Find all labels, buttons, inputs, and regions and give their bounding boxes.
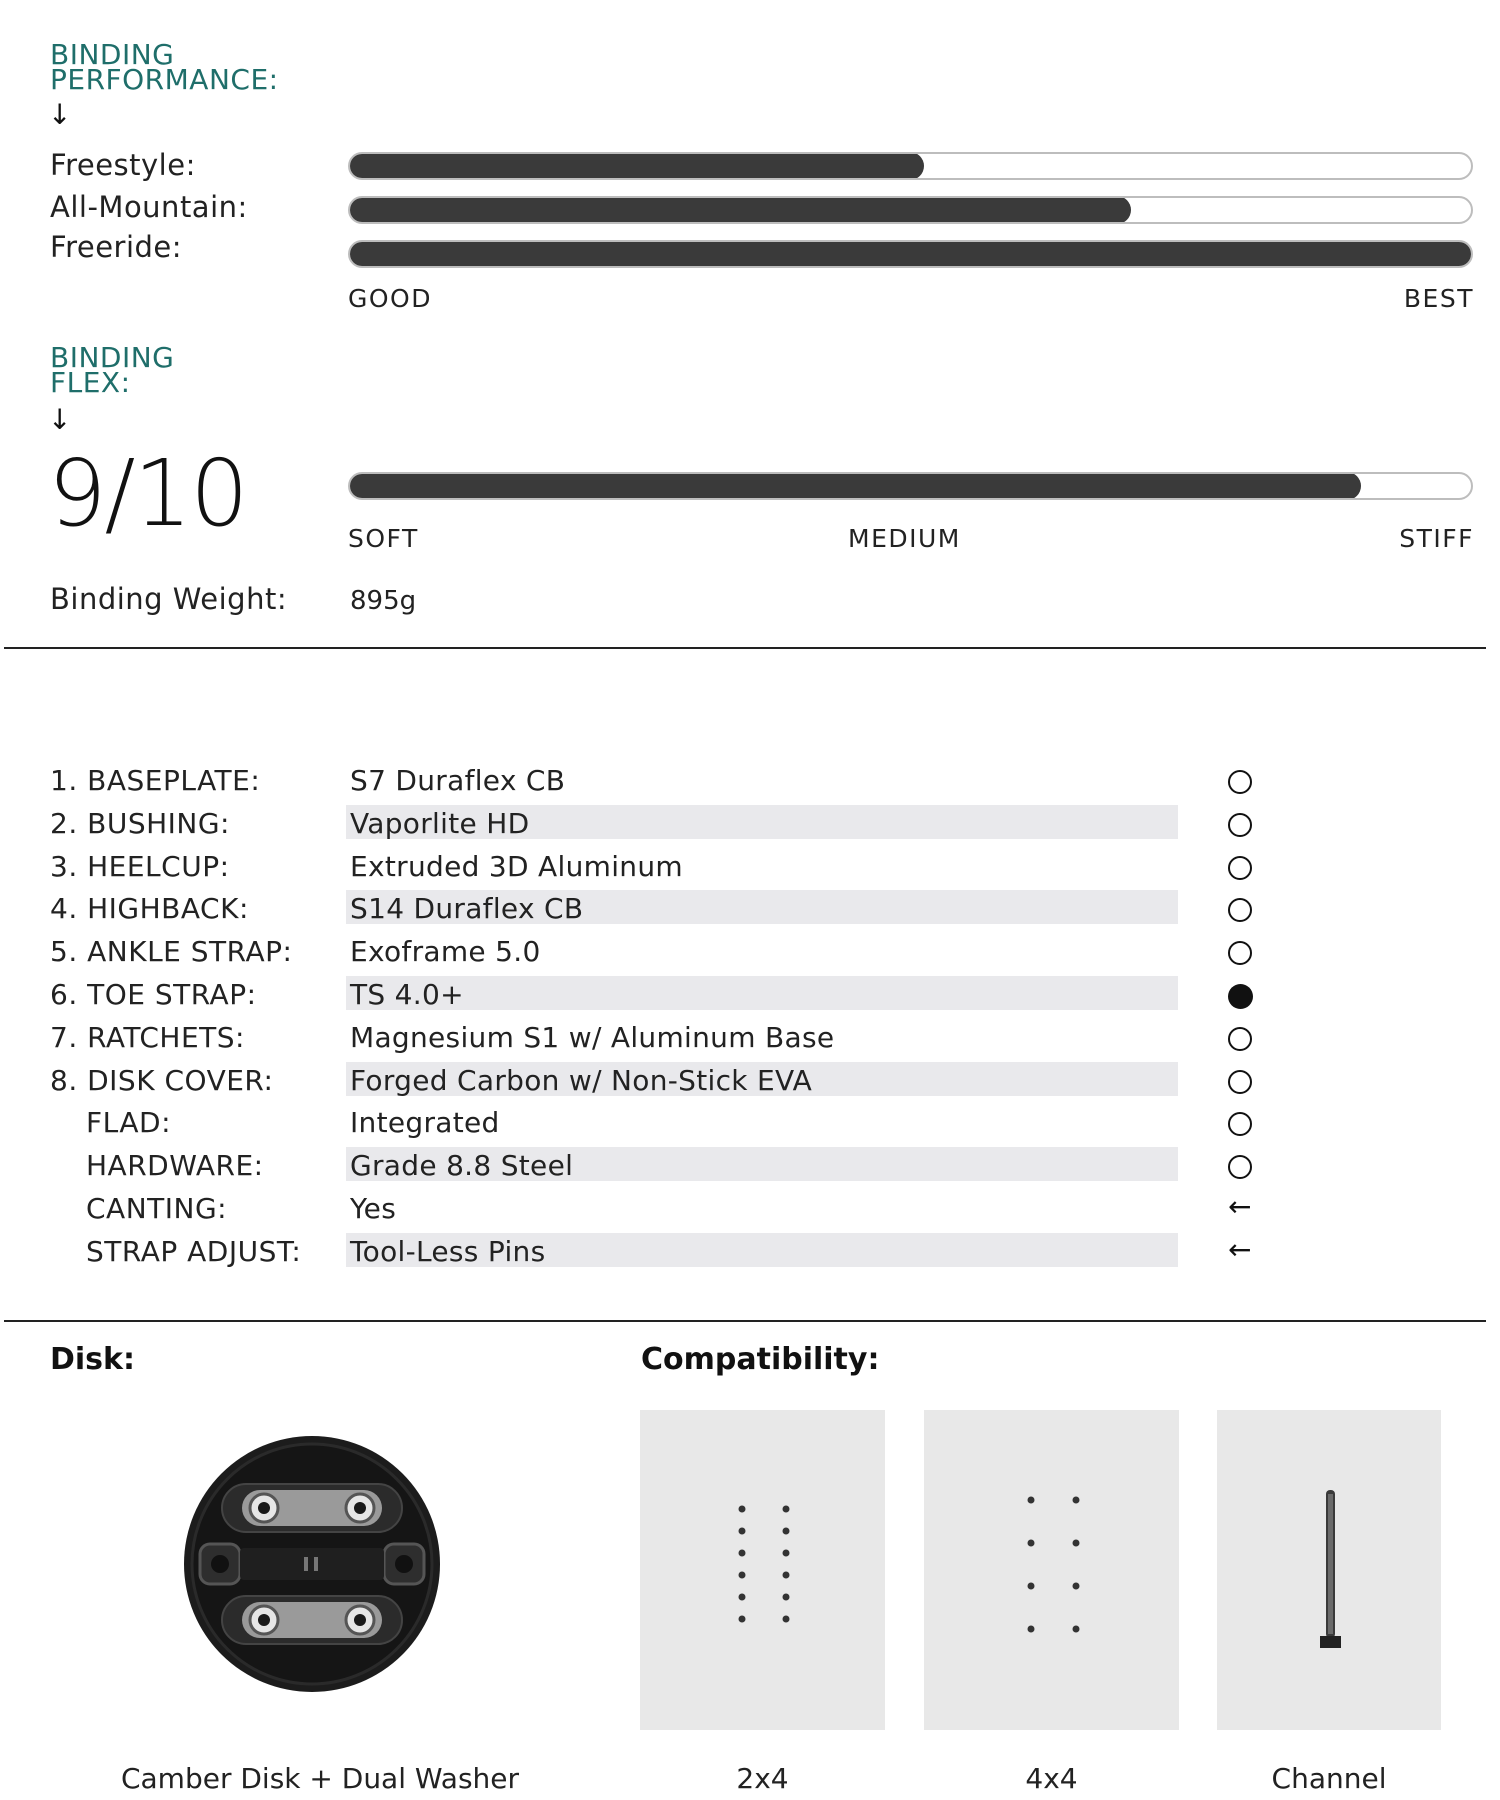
spec-row — [0, 890, 1500, 926]
spec-label: FLAD: — [86, 1106, 171, 1139]
spec-row — [0, 848, 1500, 884]
divider-top — [4, 647, 1486, 649]
disk-heading: Disk: — [50, 1342, 135, 1377]
spec-value: S7 Duraflex CB — [350, 764, 566, 797]
flex-scale-stiff: STIFF — [1399, 524, 1474, 553]
compat-panel-2x4 — [640, 1410, 885, 1730]
compat-caption-channel: Channel — [1271, 1762, 1387, 1795]
spec-label: 2. BUSHING: — [50, 807, 230, 840]
perf-scale-good: GOOD — [348, 284, 432, 313]
camber-disk-icon — [180, 1432, 444, 1696]
open-circle-icon — [1228, 856, 1252, 880]
spec-label: 1. BASEPLATE: — [50, 764, 261, 797]
spec-row — [0, 976, 1500, 1012]
left-arrow-icon: ← — [1228, 1233, 1252, 1266]
spec-value: Exoframe 5.0 — [350, 935, 541, 968]
spec-marker-open — [1228, 898, 1254, 924]
disk-caption: Camber Disk + Dual Washer — [120, 1762, 520, 1795]
perf-bar-fill-all-mountain — [348, 196, 1131, 224]
performance-down-arrow-icon: ↓ — [48, 98, 72, 131]
compatibility-heading: Compatibility: — [641, 1342, 880, 1377]
perf-scale-best: BEST — [1403, 284, 1474, 313]
flex-down-arrow-icon: ↓ — [48, 403, 72, 436]
performance-heading-line2: PERFORMANCE: — [50, 63, 279, 96]
flex-heading-line1: BINDING — [50, 341, 175, 374]
pattern-channel-icon — [1217, 1410, 1441, 1730]
spec-value: Grade 8.8 Steel — [350, 1149, 574, 1182]
perf-bar-freeride — [348, 240, 1473, 268]
spec-value: Yes — [350, 1192, 397, 1225]
perf-bar-fill-freestyle — [348, 152, 924, 180]
spec-row — [0, 1062, 1500, 1098]
compat-caption-2x4: 2x4 — [736, 1762, 789, 1795]
spec-value: Vaporlite HD — [350, 807, 530, 840]
open-circle-icon — [1228, 1112, 1252, 1136]
spec-value: S14 Duraflex CB — [350, 892, 584, 925]
spec-row — [0, 1104, 1500, 1140]
spec-label: 7. RATCHETS: — [50, 1021, 245, 1054]
compat-caption-4x4: 4x4 — [1025, 1762, 1078, 1795]
spec-row — [0, 1019, 1500, 1055]
spec-label: CANTING: — [86, 1192, 228, 1225]
perf-bar-all-mountain — [348, 196, 1473, 224]
spec-row-background — [346, 976, 1178, 1010]
spec-marker-open — [1228, 1112, 1254, 1138]
spec-marker-filled — [1228, 984, 1254, 1010]
filled-circle-icon — [1228, 984, 1253, 1009]
spec-marker-open — [1228, 1155, 1254, 1181]
open-circle-icon — [1228, 1027, 1252, 1051]
spec-value: Forged Carbon w/ Non-Stick EVA — [350, 1064, 813, 1097]
spec-row — [0, 805, 1500, 841]
divider-bottom — [4, 1320, 1486, 1322]
spec-row-background — [346, 1190, 1178, 1224]
spec-marker-open — [1228, 1070, 1254, 1096]
pattern-2x4-icon — [640, 1410, 885, 1730]
spec-value: Integrated — [350, 1106, 500, 1139]
open-circle-icon — [1228, 1070, 1252, 1094]
spec-marker-open — [1228, 770, 1254, 796]
spec-row — [0, 762, 1500, 798]
flex-scale-medium: MEDIUM — [848, 524, 961, 553]
flex-heading-line2: FLEX: — [50, 366, 131, 399]
performance-heading-line1: BINDING — [50, 38, 175, 71]
spec-label: 4. HIGHBACK: — [50, 892, 249, 925]
flex-bar — [348, 472, 1473, 500]
spec-value: Tool-Less Pins — [350, 1235, 546, 1268]
open-circle-icon — [1228, 1155, 1252, 1179]
spec-marker-open — [1228, 813, 1254, 839]
open-circle-icon — [1228, 898, 1252, 922]
spec-label: 8. DISK COVER: — [50, 1064, 274, 1097]
flex-heading — [50, 341, 175, 399]
flex-bar-fill — [348, 472, 1361, 500]
open-circle-icon — [1228, 770, 1252, 794]
spec-marker-open — [1228, 941, 1254, 967]
open-circle-icon — [1228, 941, 1252, 965]
flex-rating: 9/10 — [48, 440, 247, 547]
spec-marker-open — [1228, 856, 1254, 882]
pattern-4x4-icon — [924, 1410, 1179, 1730]
spec-value: Extruded 3D Aluminum — [350, 850, 683, 883]
spec-value: TS 4.0+ — [350, 978, 464, 1011]
spec-row — [0, 1190, 1500, 1226]
spec-label: 5. ANKLE STRAP: — [50, 935, 293, 968]
compat-panel-4x4 — [924, 1410, 1179, 1730]
perf-bar-freestyle — [348, 152, 1473, 180]
spec-marker-open — [1228, 1027, 1254, 1053]
spec-marker-arrow — [1228, 1190, 1254, 1224]
perf-label-all-mountain: All-Mountain: — [50, 190, 248, 224]
weight-value: 895g — [350, 586, 417, 616]
spec-value: Magnesium S1 w/ Aluminum Base — [350, 1021, 835, 1054]
camber-disk-image — [180, 1432, 444, 1696]
open-circle-icon — [1228, 813, 1252, 837]
performance-heading — [50, 38, 279, 96]
perf-label-freestyle: Freestyle: — [50, 148, 196, 182]
spec-label: 6. TOE STRAP: — [50, 978, 257, 1011]
spec-row — [0, 1147, 1500, 1183]
spec-label: STRAP ADJUST: — [86, 1235, 302, 1268]
flex-scale-soft: SOFT — [348, 524, 419, 553]
compat-panel-channel — [1217, 1410, 1441, 1730]
spec-row — [0, 933, 1500, 969]
spec-row — [0, 1233, 1500, 1269]
spec-label: 3. HEELCUP: — [50, 850, 230, 883]
left-arrow-icon: ← — [1228, 1190, 1252, 1223]
spec-label: HARDWARE: — [86, 1149, 264, 1182]
weight-label: Binding Weight: — [50, 582, 288, 616]
perf-label-freeride: Freeride: — [50, 230, 183, 264]
perf-bar-fill-freeride — [348, 240, 1473, 268]
spec-marker-arrow — [1228, 1233, 1254, 1267]
